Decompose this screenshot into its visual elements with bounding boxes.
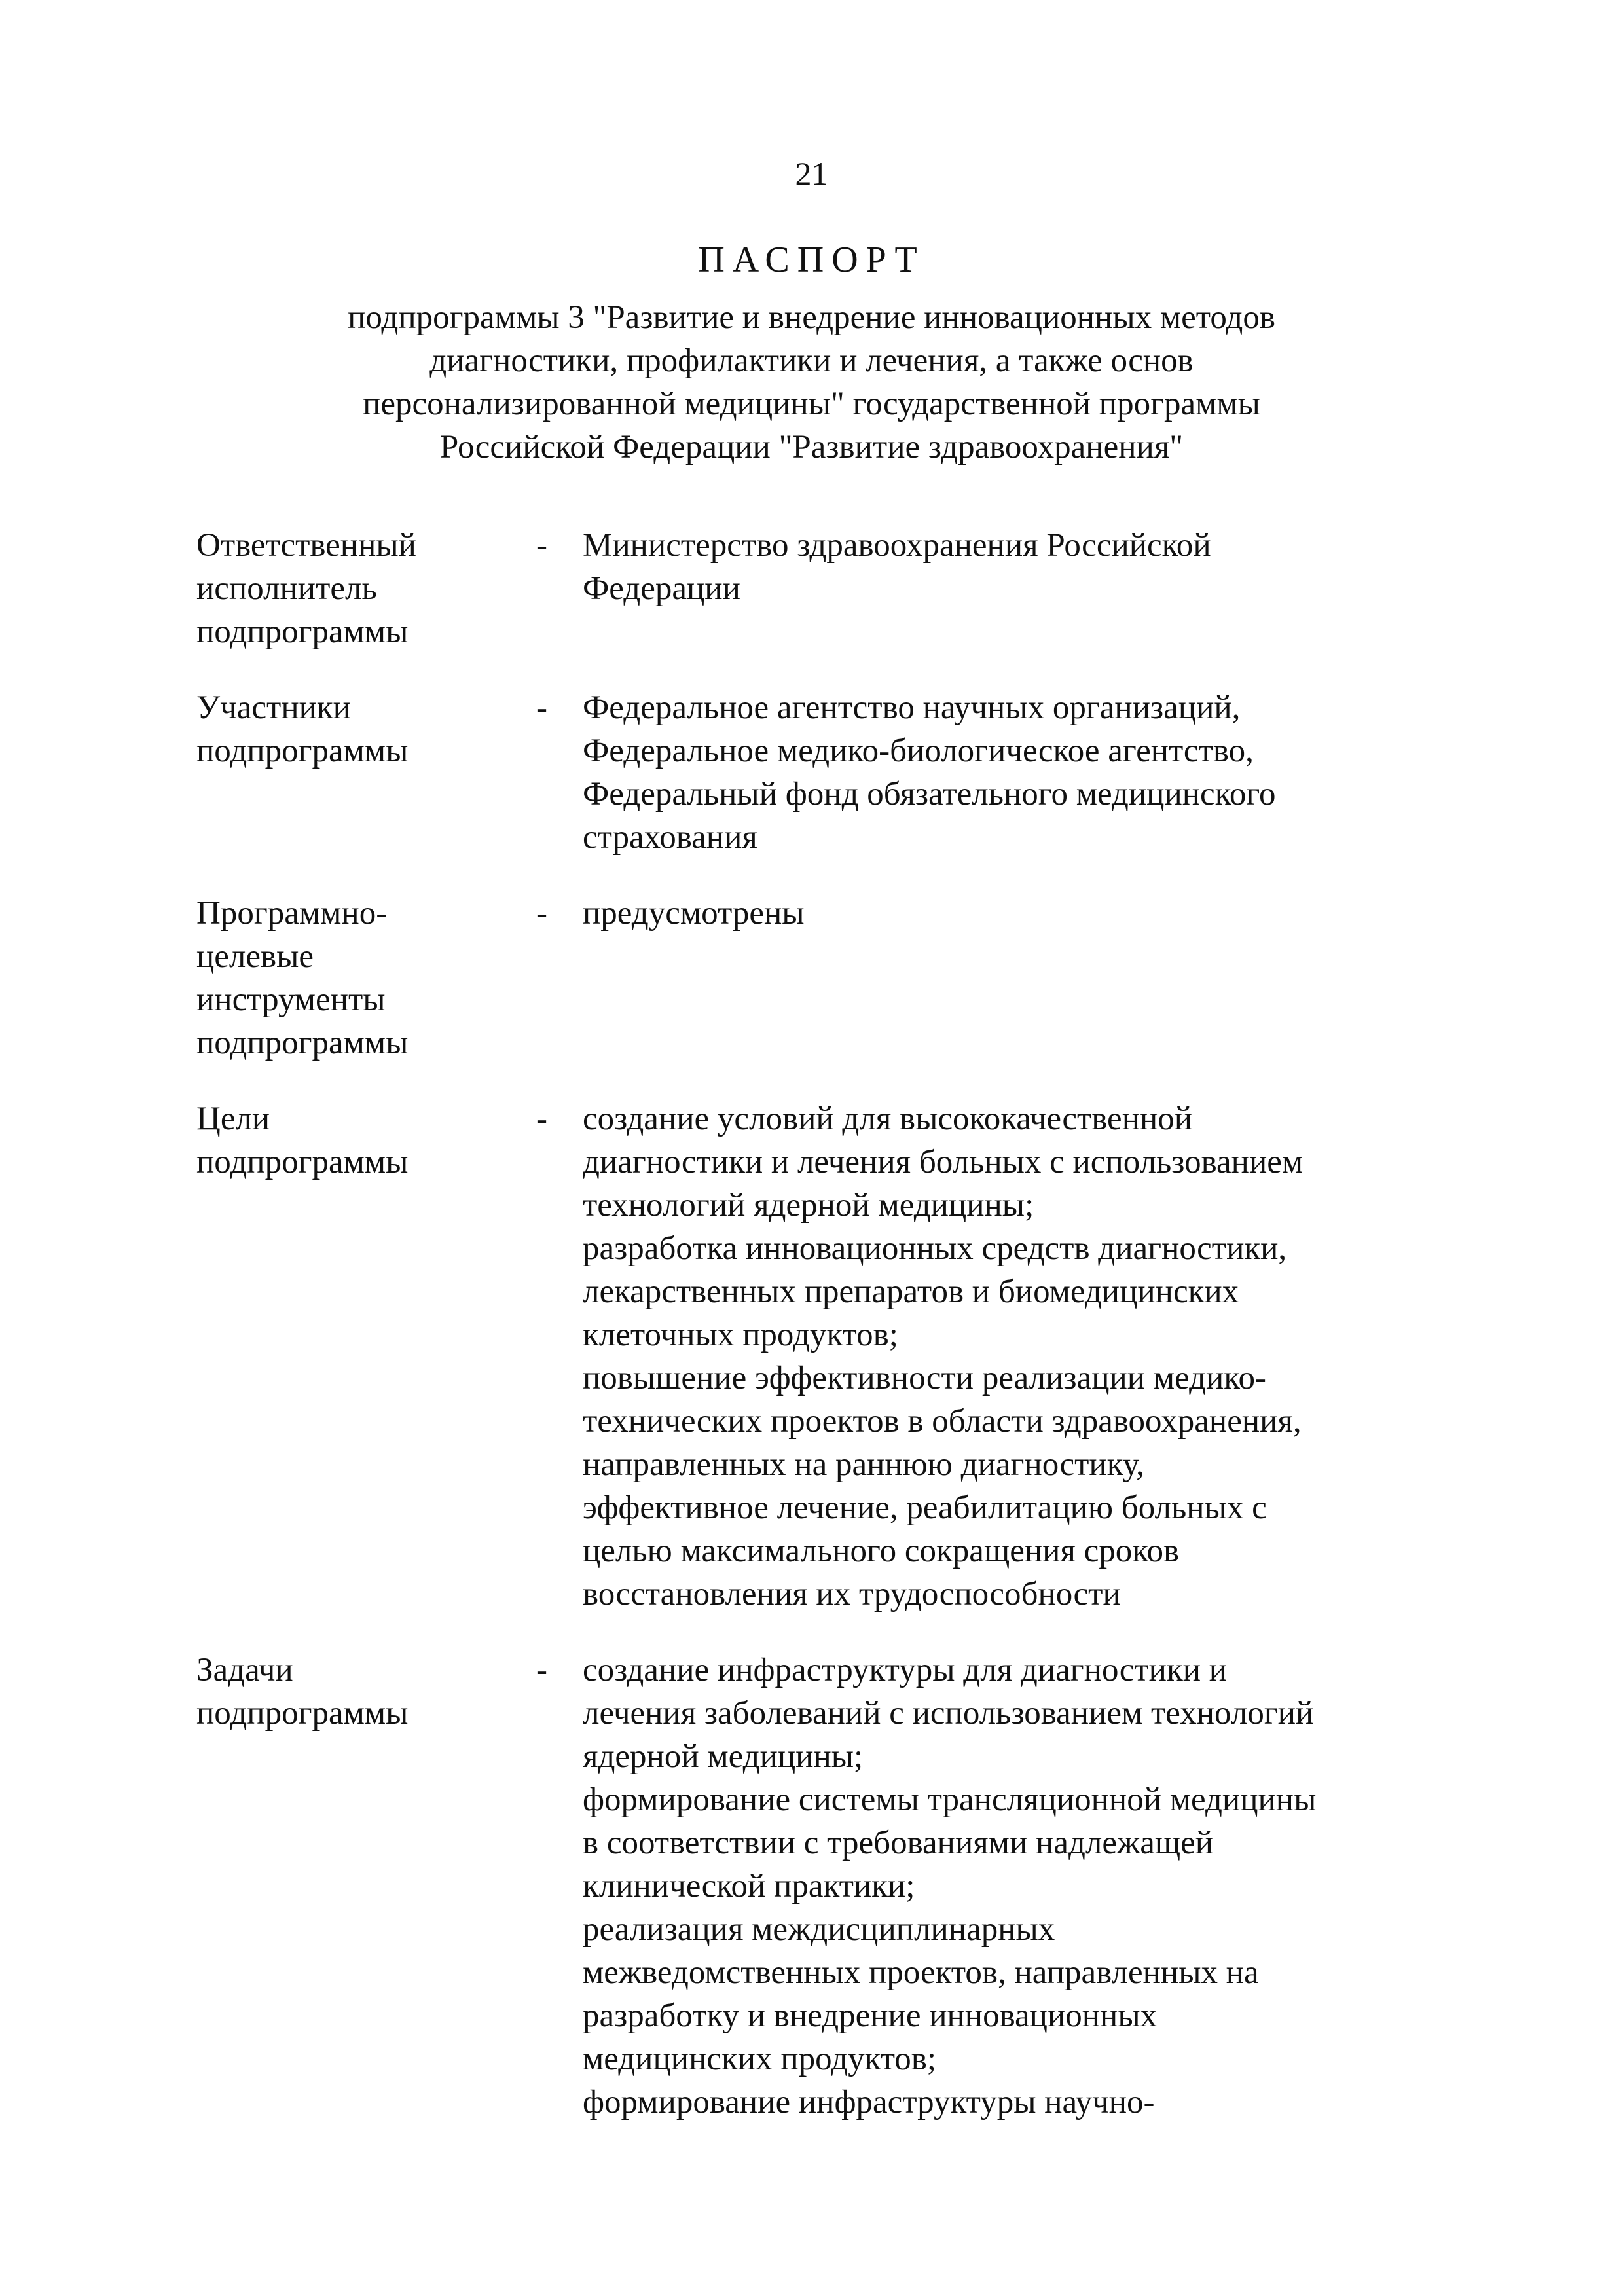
value-line: лечения заболеваний с использованием технологий [583,1695,1314,1732]
value-line: страхования [583,819,757,856]
value-line: технических проектов в области здравоохранения, [583,1403,1302,1440]
row-label [196,1649,501,1735]
passport-table [196,524,1453,2157]
value-line: создание инфраструктуры для диагностики и [583,1652,1228,1688]
label-line: подпрограммы [196,733,409,769]
passport-row-participants [196,686,1453,859]
row-label [196,524,501,653]
label-line: целевые [196,938,314,975]
row-dash: - [536,527,547,564]
document-title: ПАСПОРТ [698,240,925,280]
page-number: 21 [795,155,828,192]
value-line: клеточных продуктов; [583,1317,898,1353]
subtitle-line: подпрограммы 3 "Развитие и внедрение инновационных методов [348,299,1275,336]
passport-row-instruments [196,892,1453,1065]
label-line: Участники [196,689,351,726]
label-line: подпрограммы [196,1144,409,1180]
value-line: Министерство здравоохранения Российской [583,527,1211,564]
value-line: Федеральное агентство научных организаций, [583,689,1241,726]
row-value [583,524,1453,610]
value-line: реализация междисциплинарных [583,1911,1055,1948]
value-line: предусмотрены [583,895,805,932]
value-line: технологий ядерной медицины; [583,1187,1034,1224]
label-line: подпрограммы [196,613,409,650]
subtitle-line: персонализированной медицины" государственной программы [363,386,1260,422]
value-line: восстановления их трудоспособности [583,1576,1121,1613]
label-line: Программно- [196,895,388,932]
label-line: Задачи [196,1652,293,1688]
value-line: целью максимального сокращения сроков [583,1533,1180,1569]
value-line: медицинских продуктов; [583,2041,937,2077]
value-line: повышение эффективности реализации медико- [583,1360,1266,1396]
value-line: клинической практики; [583,1868,915,1904]
value-line: Федеральное медико-биологическое агентство, [583,733,1254,769]
subtitle-line: Российской Федерации "Развитие здравоохранения" [439,429,1184,465]
value-line: формирование системы трансляционной медицины [583,1781,1317,1818]
row-dash: - [536,689,547,726]
subtitle-line: диагностики, профилактики и лечения, а также основ [429,342,1194,379]
row-value [583,686,1453,859]
row-dash: - [536,1652,547,1688]
label-line: подпрограммы [196,1025,409,1061]
label-line: инструменты [196,981,386,1018]
value-line: ядерной медицины; [583,1738,864,1775]
value-line: формирование инфраструктуры научно- [583,2084,1155,2121]
value-line: межведомственных проектов, направленных на [583,1954,1259,1991]
row-label [196,1097,501,1184]
value-line: Федерации [583,570,740,607]
label-line: Ответственный [196,527,416,564]
value-line: разработку и внедрение инновационных [583,1997,1158,2034]
value-line: лекарственных препаратов и биомедицинских [583,1273,1239,1310]
passport-row-tasks [196,1649,1453,2124]
document-subtitle [0,296,1623,469]
row-label [196,686,501,773]
passport-row-goals [196,1097,1453,1616]
value-line: диагностики и лечения больных с использованием [583,1144,1304,1180]
value-line: эффективное лечение, реабилитацию больных с [583,1489,1267,1526]
value-line: направленных на раннюю диагностику, [583,1446,1144,1483]
row-value [583,892,1453,935]
label-line: исполнитель [196,570,377,607]
value-line: Федеральный фонд обязательного медицинского [583,776,1276,812]
row-value [583,1649,1453,2124]
row-label [196,892,501,1065]
value-line: разработка инновационных средств диагностики, [583,1230,1287,1267]
label-line: подпрограммы [196,1695,409,1732]
label-line: Цели [196,1101,270,1137]
row-dash: - [536,895,547,932]
value-line: в соответствии с требованиями надлежащей [583,1825,1214,1861]
passport-row-responsible [196,524,1453,653]
value-line: создание условий для высококачественной [583,1101,1193,1137]
row-dash: - [536,1101,547,1137]
row-value [583,1097,1453,1616]
